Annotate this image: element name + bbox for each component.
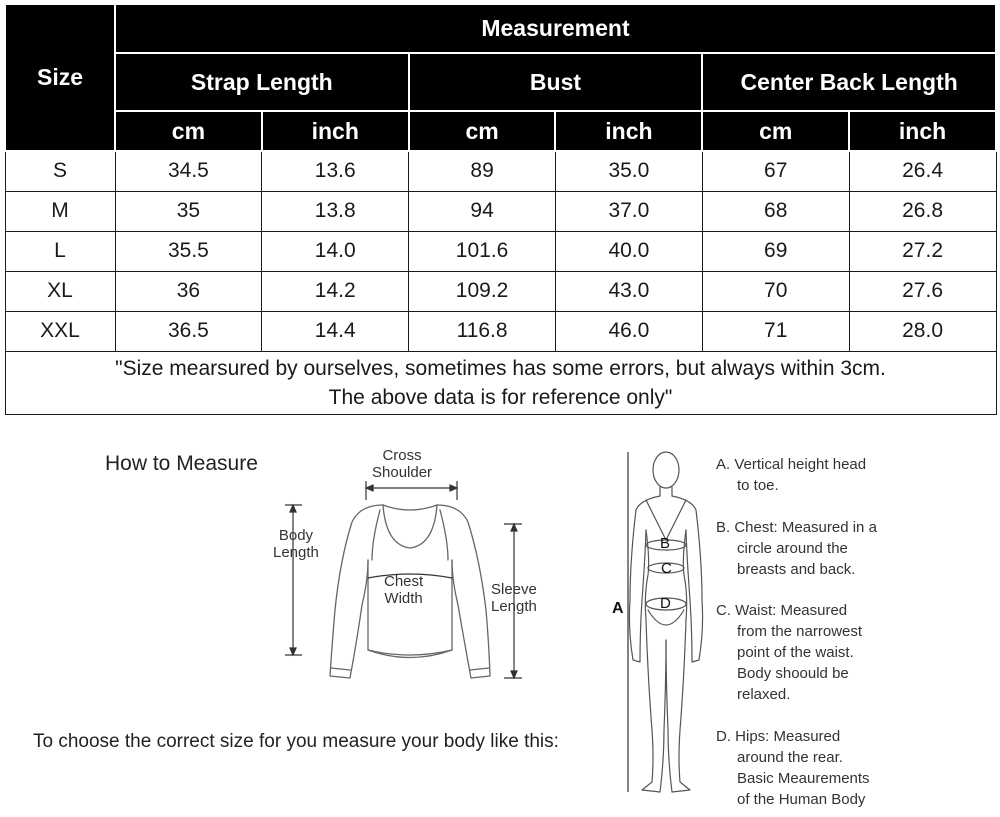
table-cell: 14.4 (262, 311, 409, 351)
table-cell: 34.5 (115, 151, 262, 191)
center-back-length-header: Center Back Length (702, 53, 996, 111)
table-cell: 70 (702, 271, 849, 311)
figure-letter-b: B (660, 535, 671, 552)
unit-header: inch (262, 111, 409, 151)
table-cell: 89 (409, 151, 556, 191)
note-line-2: The above data is for reference only" (328, 385, 673, 409)
table-cell: 35.0 (555, 151, 702, 191)
choose-size-instruction: To choose the correct size for you measure your body like this: (33, 731, 559, 752)
description-a: A. Vertical height head to toe. (716, 456, 867, 494)
chest-width-label: Chest Width (384, 573, 424, 607)
table-cell: 71 (702, 311, 849, 351)
table-cell: 27.6 (849, 271, 996, 311)
table-row (5, 311, 996, 351)
table-cell: 26.8 (849, 191, 996, 231)
table-row (5, 271, 996, 311)
unit-header: inch (849, 111, 996, 151)
table-cell: 27.2 (849, 231, 996, 271)
figure-letter-c: C (661, 560, 672, 577)
table-cell: 46.0 (555, 311, 702, 351)
body-length-label: Body Length (273, 527, 319, 561)
table-cell: 35.5 (115, 231, 262, 271)
sleeve-length-label: Sleeve Length (491, 581, 537, 615)
table-cell: 109.2 (409, 271, 556, 311)
unit-header: cm (409, 111, 556, 151)
table-cell: 14.2 (262, 271, 409, 311)
description-d: D. Hips: Measured around the rear. Basic Meaurements of the Human Body (716, 728, 870, 808)
table-cell: 36.5 (115, 311, 262, 351)
table-cell: 69 (702, 231, 849, 271)
table-cell: 35 (115, 191, 262, 231)
table-row (5, 191, 996, 231)
cross-shoulder-label: Cross Shoulder (372, 447, 433, 481)
table-cell: 13.8 (262, 191, 409, 231)
table-cell: 37.0 (555, 191, 702, 231)
size-chart-table (4, 3, 997, 415)
table-cell: 26.4 (849, 151, 996, 191)
table-cell: 43.0 (555, 271, 702, 311)
description-c: C. Waist: Measured from the narrowest point of the waist. Body shoould be relaxed. (716, 602, 863, 703)
unit-header: cm (702, 111, 849, 151)
figure-letter-a: A (612, 600, 624, 617)
table-cell: 68 (702, 191, 849, 231)
body-measure-figure (605, 440, 710, 810)
table-row (5, 231, 996, 271)
unit-header: inch (555, 111, 702, 151)
table-row (5, 151, 996, 191)
table-cell: 40.0 (555, 231, 702, 271)
description-b: B. Chest: Measured in a circle around the breasts and back. (716, 519, 877, 578)
table-cell: 28.0 (849, 311, 996, 351)
table-cell: 116.8 (409, 311, 556, 351)
size-cell: S (5, 151, 115, 191)
table-cell: 13.6 (262, 151, 409, 191)
figure-letter-d: D (660, 595, 671, 612)
unit-header: cm (115, 111, 262, 151)
table-note (5, 351, 996, 414)
note-line-1: "Size mearsured by ourselves, sometimes has some errors, but always within 3cm. (115, 356, 886, 380)
bust-header: Bust (409, 53, 703, 111)
size-cell: XXL (5, 311, 115, 351)
table-cell: 67 (702, 151, 849, 191)
table-cell: 94 (409, 191, 556, 231)
table-cell: 36 (115, 271, 262, 311)
size-column-header: Size (5, 4, 115, 151)
table-cell: 101.6 (409, 231, 556, 271)
measurement-header: Measurement (115, 4, 996, 53)
table-cell: 14.0 (262, 231, 409, 271)
strap-length-header: Strap Length (115, 53, 409, 111)
size-cell: M (5, 191, 115, 231)
size-cell: L (5, 231, 115, 271)
how-to-measure-title: How to Measure (105, 452, 258, 475)
size-cell: XL (5, 271, 115, 311)
